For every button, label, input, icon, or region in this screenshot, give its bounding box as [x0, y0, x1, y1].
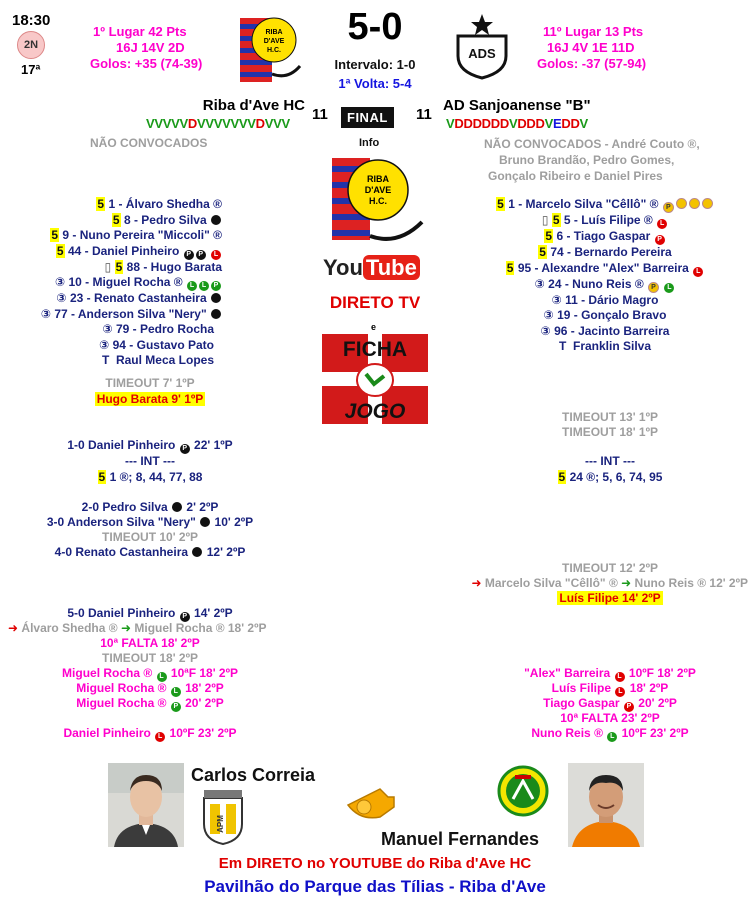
form-letter: V: [579, 116, 588, 131]
away-timeout-1: TIMEOUT 13' 1ºP: [562, 410, 658, 424]
away-timeout-3: TIMEOUT 12' 2ºP: [562, 561, 658, 575]
whistle-icon: [342, 783, 408, 821]
home-not-called: NÃO CONVOCADOS: [90, 136, 208, 150]
ficha-jogo-logo[interactable]: [322, 334, 428, 424]
home-stats: [90, 24, 202, 72]
svg-text:FICHA: FICHA: [342, 338, 408, 361]
away-interval-list: 5 24 ®; 5, 6, 74, 95: [558, 470, 663, 484]
home-team-name: Riba d'Ave HC: [202, 97, 305, 114]
away-player-5: ▯ 5 5 - Luís Filipe ® L: [460, 213, 750, 229]
away-substitution: ➜ Marcelo Silva "Cêllô" ® ➜ Nuno Reis ® 12' 2ºP: [471, 576, 748, 590]
home-card-1: Miguel Rocha ® L 10ªF 18' 2ºP: [62, 666, 238, 680]
form-letter: V: [171, 116, 180, 131]
svg-text:APM: APM: [216, 815, 225, 833]
home-goal-1: 1-0 Daniel Pinheiro P 22' 1ºP: [67, 438, 233, 452]
form-letter: D: [490, 116, 500, 131]
home-timeout-1: TIMEOUT 7' 1ºP: [105, 376, 195, 390]
form-letter: D: [526, 116, 536, 131]
away-player-96: ③ 96 - Jacinto Barreira: [540, 323, 670, 338]
form-letter: V: [264, 116, 274, 131]
home-10th-foul: 10ª FALTA 18' 2ºP: [100, 636, 200, 650]
away-player-24: ③ 24 - Nuno Reis ® P L: [460, 277, 750, 293]
away-stats: [537, 24, 646, 72]
youtube-logo[interactable]: You Tube: [323, 255, 420, 281]
first-leg-score: 1ª Volta: 5-4: [338, 76, 412, 91]
venue-label: Pavilhão do Parque das Tílias - Riba d'Ave: [204, 877, 546, 896]
away-team-name: AD Sanjoanense "B": [443, 97, 591, 114]
svg-text:JOGO: JOGO: [344, 400, 406, 423]
home-player-79: ③ 79 - Pedro Rocha: [102, 322, 214, 336]
home-timeout-3: TIMEOUT 18' 2ºP: [102, 651, 198, 665]
form-letter: D: [463, 116, 473, 131]
home-hugo-event: Hugo Barata 9' 1ºP: [96, 392, 204, 406]
away-form: [446, 116, 588, 131]
info-link[interactable]: Info: [359, 137, 380, 149]
form-letter: V: [205, 116, 214, 131]
match-time: 18:30: [12, 12, 51, 29]
goal-icon: [211, 215, 221, 225]
form-letter: D: [472, 116, 482, 131]
direto-tv-link[interactable]: DIRETO TV: [329, 293, 421, 312]
form-letter: D: [570, 116, 580, 131]
away-timeout-2: TIMEOUT 18' 1ºP: [562, 425, 658, 439]
form-letter: V: [281, 116, 290, 131]
away-goals: Golos: -37 (57-94): [537, 56, 647, 71]
away-interval: --- INT ---: [585, 454, 635, 468]
away-card-4: Nuno Reis ® L 10ºF 23' 2ºP: [531, 726, 689, 740]
away-10th-foul: 10ª FALTA 23' 2ºP: [560, 711, 660, 725]
home-player-94: ③ 94 - Gustavo Pato: [99, 337, 214, 352]
away-coach: T Franklin Silva: [558, 339, 652, 353]
svg-text:H.C.: H.C.: [267, 47, 281, 54]
away-not-called: NÃO CONVOCADOS - André Couto ®, Bruno Brandão, Pedro Gomes, Gonçalo Ribeiro e Daniel Pires: [484, 137, 700, 183]
interval-score: Intervalo: 1-0: [334, 57, 416, 72]
apm-crest: [200, 788, 246, 846]
away-logo-text: ADS: [468, 46, 496, 61]
home-player-23: ③ 23 - Renato Castanheira: [0, 291, 222, 307]
away-team-logo: [452, 12, 512, 80]
form-letter: D: [561, 116, 571, 131]
home-record: 16J 14V 2D: [116, 40, 185, 55]
form-letter: V: [544, 116, 553, 131]
form-letter: V: [179, 116, 188, 131]
round-number: 17ª: [21, 62, 41, 77]
home-player-88: ▯ 5 88 - Hugo Barata: [104, 259, 222, 274]
form-letter: V: [238, 116, 248, 131]
home-rank-points: 1º Lugar 42 Pts: [93, 24, 187, 39]
form-letter: V: [508, 116, 518, 131]
referee-2-photo: [568, 763, 644, 847]
form-letter: V: [230, 116, 239, 131]
form-letter: D: [481, 116, 491, 131]
home-interval-list: 5 1 ®; 8, 44, 77, 88: [98, 470, 203, 484]
form-letter: V: [213, 116, 223, 131]
home-timeout-2: TIMEOUT 10' 2ºP: [102, 530, 198, 544]
form-letter: D: [499, 116, 509, 131]
match-score: 5-0: [347, 6, 403, 48]
away-player-95: 5 95 - Alexandre "Alex" Barreira L: [460, 261, 750, 277]
svg-text:D'AVE: D'AVE: [364, 185, 392, 195]
form-letter: V: [196, 116, 206, 131]
referee-1-name: Carlos Correia: [191, 765, 316, 785]
club-crest-center: [318, 152, 433, 252]
home-goal-2: 2-0 Pedro Silva 2' 2ºP: [81, 500, 219, 514]
home-goal-3: 3-0 Anderson Silva "Nery" 10' 2ºP: [46, 515, 254, 529]
home-goal-5: 5-0 Daniel Pinheiro P 14' 2ºP: [67, 606, 233, 620]
home-goal-4: 4-0 Renato Castanheira 12' 2ºP: [54, 545, 246, 559]
away-player-1: 5 1 - Marcelo Silva "Cêllô" ® P: [460, 197, 750, 213]
home-interval: --- INT ---: [125, 454, 175, 468]
home-card-2: Miguel Rocha ® L 18' 2ºP: [76, 681, 224, 695]
home-rank: 11: [312, 106, 328, 123]
form-letter: D: [517, 116, 527, 131]
away-card-1: "Alex" Barreira L 10ºF 18' 2ºP: [524, 666, 696, 680]
home-player-77: ③ 77 - Anderson Silva "Nery": [0, 307, 222, 323]
home-player-8: 5 8 - Pedro Silva: [0, 213, 222, 229]
away-card-3: Tiago Gaspar P 20' 2ºP: [543, 696, 677, 710]
form-letter: V: [222, 116, 231, 131]
home-player-1: 5 1 - Álvaro Shedha ®: [97, 197, 222, 211]
svg-text:RIBA: RIBA: [367, 174, 389, 184]
form-letter: D: [454, 116, 464, 131]
final-badge: FINAL: [341, 107, 394, 128]
away-player-19: ③ 19 - Gonçalo Bravo: [543, 308, 667, 322]
form-letter: D: [187, 116, 197, 131]
home-player-44: 5 44 - Daniel Pinheiro P P L: [0, 244, 222, 260]
svg-text:RIBA: RIBA: [265, 29, 283, 36]
round-badge: 2N: [17, 31, 45, 59]
form-letter: V: [146, 116, 155, 131]
form-letter: V: [247, 116, 256, 131]
away-rank-points: 11º Lugar 13 Pts: [543, 24, 644, 39]
and-label: e: [371, 322, 377, 332]
form-letter: V: [154, 116, 163, 131]
away-player-74: 5 74 - Bernardo Pereira: [539, 245, 672, 259]
away-card-2: Luís Filipe L 18' 2ºP: [551, 681, 669, 695]
form-letter: V: [162, 116, 172, 131]
away-luis-event: Luís Filipe 14' 2ºP: [559, 591, 661, 605]
home-lineup: [0, 197, 222, 369]
form-letter: D: [255, 116, 265, 131]
referee-2-name: Manuel Fernandes: [381, 829, 540, 849]
home-team-logo: [228, 10, 308, 86]
svg-text:D'AVE: D'AVE: [263, 38, 285, 45]
federation-crest: [497, 765, 549, 817]
away-player-6: 5 6 - Tiago Gaspar P: [460, 229, 750, 245]
home-card-4: Daniel Pinheiro L 10ºF 23' 2ºP: [63, 726, 237, 740]
home-card-3: Miguel Rocha ® P 20' 2ºP: [76, 696, 224, 710]
form-letter: V: [273, 116, 282, 131]
home-form: [146, 116, 290, 131]
away-record: 16J 4V 1E 11D: [547, 40, 635, 55]
svg-text:H.C.: H.C.: [369, 196, 387, 206]
away-lineup: [460, 197, 750, 355]
referee-1-photo: [108, 763, 184, 847]
away-player-11: ③ 11 - Dário Magro: [551, 292, 659, 307]
home-player-9: 5 9 - Nuno Pereira "Miccoli" ®: [51, 228, 222, 242]
form-letter: V: [446, 116, 455, 131]
away-rank: 11: [416, 106, 432, 123]
home-coach: T Raul Meca Lopes: [101, 353, 214, 367]
form-letter: D: [535, 116, 545, 131]
home-substitution: ➜ Álvaro Shedha ® ➜ Miguel Rocha ® 18' 2ºP: [8, 621, 267, 635]
home-goals: Golos: +35 (74-39): [90, 56, 203, 71]
form-letter: E: [552, 116, 562, 131]
home-player-10: ③ 10 - Miguel Rocha ® L L P: [0, 275, 222, 291]
youtube-live-note[interactable]: Em DIRETO no YOUTUBE do Riba d'Ave HC: [218, 855, 532, 872]
